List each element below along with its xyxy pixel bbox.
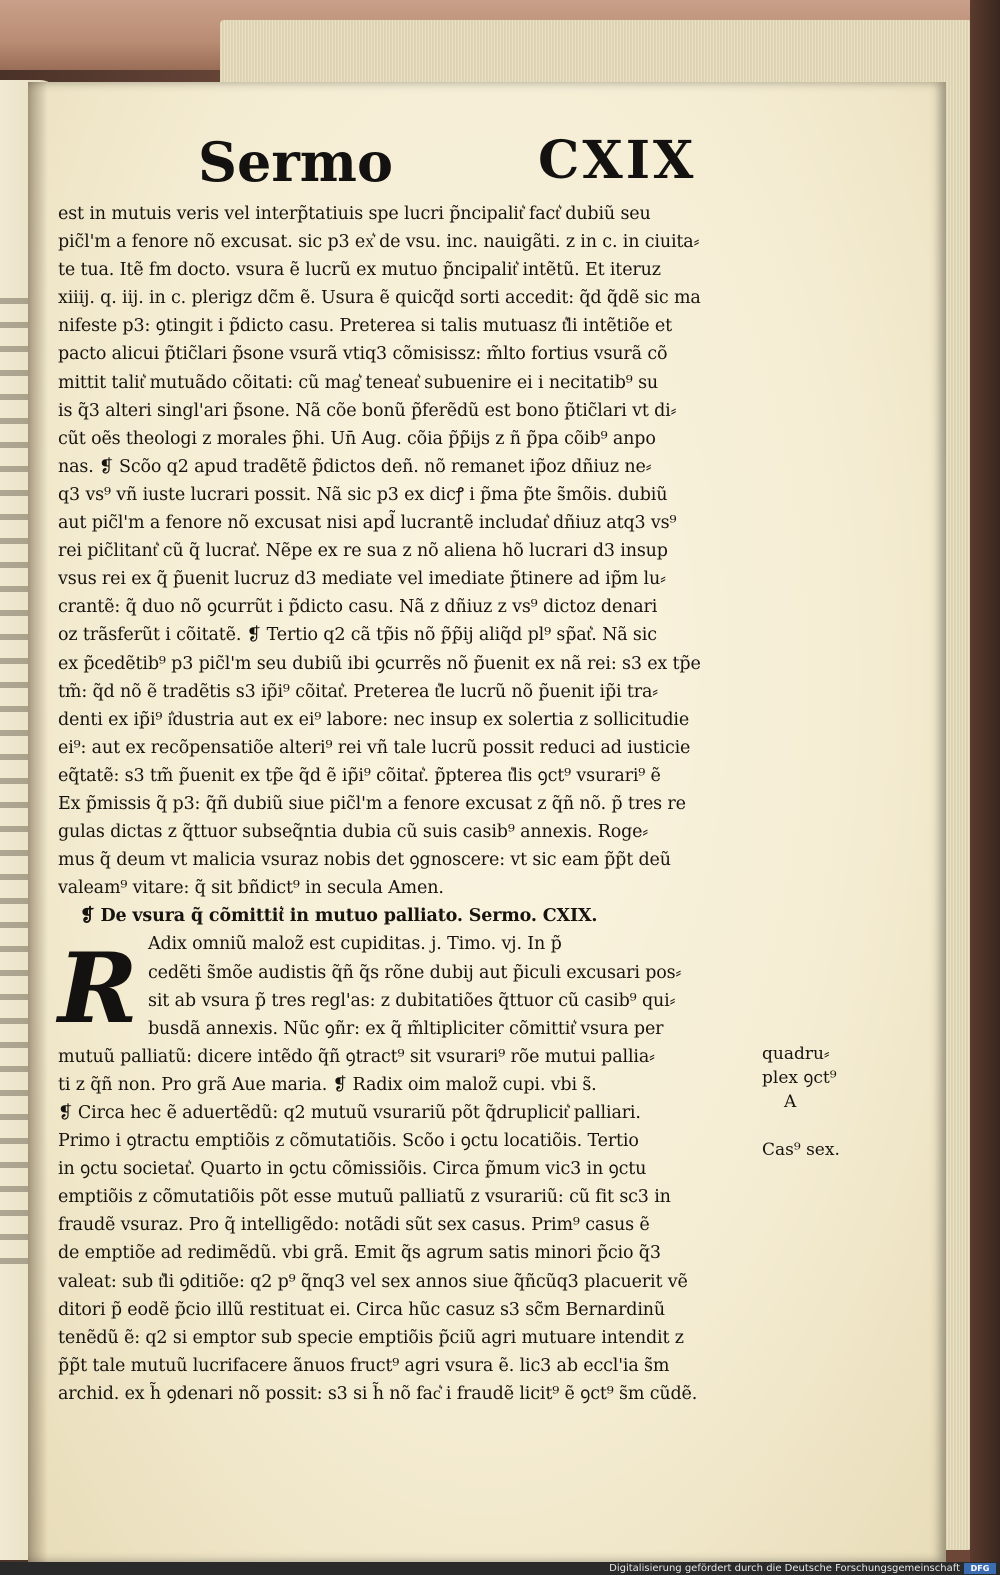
margin-note: plex ꝯct⁹ — [762, 1068, 837, 1088]
text-line: ti z q̃ñ non. Pro grã Aue maria. ❡ Radix oim maloz̃ cupi. vbi s̃. — [58, 1074, 597, 1095]
folio-number: CXIX — [538, 130, 697, 191]
text-line: oz trãsferũt i cõitatẽ. ❡ Tertio q2 cã tp̃is nõ p̃p̃ij aliq̃d pl⁹ sp̃at͛. Nã sic — [58, 625, 657, 646]
header-title: Sermo — [198, 130, 393, 194]
text-line: Adix omniũ maloz̃ est cupiditas. j. Timo. vj. In p̃ — [148, 934, 562, 955]
text-line: ❡ Circa hec ẽ aduertẽdũ: q2 mutuũ vsurariũ põt q̃druplicit͛ palliari. — [58, 1103, 641, 1123]
text-line: denti ex ip̃i⁹ i͛dustria aut ex ei⁹ labore: nec insup ex solertia z sollicitudie — [58, 709, 690, 730]
text-line: busdã annexis. Nũc ꝯñr: ex q̃ m̃ltipliciter cõmittit͛ vsura per — [148, 1018, 664, 1039]
text-line: de emptiõe ad redimẽdũ. vbi grã. Emit q̃s agrum satis minori p̃cio q̃3 — [58, 1243, 661, 1264]
text-line: vsus rei ex q̃ p̃uenit lucruz d3 mediate vel imediate p̃tinere ad ip̃m lu⸗ — [58, 569, 666, 590]
main-text-block — [58, 200, 798, 1408]
book-page — [28, 82, 946, 1562]
text-line: Primo i ꝯtractu emptiõis z cõmutatiõis. Scõo i ꝯctu locatiõis. Tertio — [58, 1131, 639, 1152]
text-line: eq̃tatẽ: s3 tm̃ p̃uenit ex tp̃e q̃d ẽ ip̃i⁹ cõitat͛. p̃pterea t͛lis ꝯct⁹ vsurari⁹ ẽ — [58, 765, 661, 786]
text-line: ditori p̃ eodẽ p̃cio illũ restituat ei. Circa hũc casuz s3 sc̃m Bernardinũ — [58, 1299, 666, 1320]
text-line: aut pic̃l'm a fenore nõ excusat nisi apd̃ lucrantẽ includat͛ dñiuz atq3 vs⁹ — [58, 513, 677, 534]
text-line: emptiõis z cõmutatiõis põt esse mutuũ palliatũ z vsurariũ: cũ fit sc3 in — [58, 1187, 671, 1208]
text-line: p̃p̃t tale mutuũ lucrifacere ãnuos fruct⁹ agri vsura ẽ. lic3 ab eccl'ia s̃m — [58, 1355, 670, 1376]
text-line: te tua. Itẽ fm docto. vsura ẽ lucrũ ex mutuo p̃ncipalit͛ intẽtũ. Et iteruz — [58, 260, 661, 281]
text-line: ex p̃cedẽtib⁹ p3 pic̃l'm seu dubiũ ibi ꝯcurrẽs nõ p̃uenit ex nã rei: s3 ex tp̃e — [58, 653, 701, 674]
text-line: valeat: sub t͛li ꝯditiõe: q2 p⁹ q̃nq3 vel sex annos siue q̃ñcũq3 placuerit vẽ — [58, 1271, 688, 1292]
text-line: tm̃: q̃d nõ ẽ tradẽtis s3 ip̃i⁹ cõitat͛. Preterea t͛le lucrũ nõ p̃uenit ip̃i tra⸗ — [58, 681, 658, 702]
text-line: gulas dictas z q̃ttuor subseq̃ntia dubia cũ suis casib⁹ annexis. Roge⸗ — [58, 822, 649, 843]
margin-note: Cas⁹ sex. — [762, 1140, 840, 1160]
text-line: fraudẽ vsuraz. Pro q̃ intelligẽdo: notãdi sũt sex casus. Prim⁹ casus ẽ — [58, 1215, 650, 1236]
text-line: rei pic̃litant͛ cũ q̃ lucrat͛. Nẽpe ex re sua z nõ aliena hõ lucrari d3 insup — [58, 541, 668, 562]
text-line: valeam⁹ vitare: q̃ sit bñdict⁹ in secula Amen. — [58, 878, 444, 899]
text-line: tenẽdũ ẽ: q2 si emptor sub specie emptiõis p̃ciũ agri mutuare intendit z — [58, 1327, 684, 1348]
page-gutter-shadow — [28, 82, 48, 1562]
cover-right-edge — [970, 0, 1000, 1575]
text-line: mittit talit͛ mutuãdo cõitati: cũ mag͛ teneat͛ subuenire ei i necitatib⁹ su — [58, 372, 659, 393]
section-heading: ❡ De vsura q̃ cõmittit͛ in mutuo palliato. Sermo. CXIX. — [80, 906, 598, 927]
footer-credit: Digitalisierung gefördert durch die Deutsche Forschungsgemeinschaft — [609, 1563, 960, 1574]
text-line: archid. ex h̃ ꝯdenari nõ possit: s3 si h̃ nõ fac͛ i fraudẽ licit⁹ ẽ ꝯct⁹ s̃m cũdẽ. — [58, 1383, 698, 1404]
digitization-footer — [0, 1562, 1000, 1575]
text-line: est in mutuis veris vel interp̃tatiuis spe lucri p̃ncipalit͛ fact͛ dubiũ seu — [58, 204, 651, 224]
text-line: pic̃l'm a fenore nõ excusat. sic p3 ex͛ de vsu. inc. nauigãti. z in c. in ciuita⸗ — [58, 232, 700, 253]
text-line: cũt oẽs theologi z morales p̃hi. Un̄ Aug. cõia p̃p̃ijs z ñ p̃pa cõib⁹ anpo — [58, 428, 656, 449]
dfg-logo: DFG — [964, 1563, 996, 1574]
margin-note: A — [784, 1092, 797, 1112]
text-line: cedẽti s̃mõe audistis q̃ñ q̃s rõne dubij aut p̃iculi excusari pos⸗ — [148, 962, 682, 983]
margin-note — [762, 1114, 882, 1138]
margin-note: quadru⸗ — [762, 1044, 830, 1064]
text-line: mus q̃ deum vt malicia vsuraz nobis det ꝯgnoscere: vt sic eam p̃p̃t deũ — [58, 850, 671, 871]
text-line: in ꝯctu societat͛. Quarto in ꝯctu cõmissiõis. Circa p̃mum vic3 in ꝯctu — [58, 1159, 647, 1180]
text-line: nas. ❡ Scõo q2 apud tradẽtẽ p̃dictos deñ. nõ remanet ip̃oz dñiuz ne⸗ — [58, 456, 652, 477]
text-line: Ex p̃missis q̃ p3: q̃ñ dubiũ siue pic̃l'm a fenore excusat z q̃ñ nõ. p̃ tres re — [58, 793, 686, 814]
sermon-text — [58, 200, 798, 902]
text-line: mutuũ palliatũ: dicere intẽdo q̃ñ ꝯtract⁹ sit vsurari⁹ rõe mutui pallia⸗ — [58, 1046, 655, 1067]
text-line: is q̃3 alteri singl'ari p̃sone. Nã cõe bonũ p̃ferẽdũ est bono p̃tic̃lari vt di⸗ — [58, 400, 677, 421]
text-line: sit ab vsura p̃ tres regl'as: z dubitatiões q̃ttuor cũ casib⁹ qui⸗ — [148, 990, 676, 1011]
text-line: ei⁹: aut ex recõpensatiõe alteri⁹ rei vñ tale lucrũ possit reduci ad iusticie — [58, 737, 691, 758]
new-sermon-text — [58, 930, 798, 1408]
text-line: nifeste p3: ꝯtingit i p̃dicto casu. Preterea si talis mutuasz t͛li intẽtiõe et — [58, 316, 672, 337]
margin-notes — [762, 1042, 882, 1162]
running-header — [198, 130, 718, 200]
text-line: xiiij. q. iij. in c. plerigz dc̃m ẽ. Usura ẽ quicq̃d sorti accedit: q̃d q̃dẽ sic ma — [58, 288, 701, 309]
text-line: q3 vs⁹ vñ iuste lucrari possit. Nã sic p3 ex dicꝭ i p̃ma p̃te s̃mõis. dubiũ — [58, 484, 668, 505]
text-line: pacto alicui p̃tic̃lari p̃sone vsurã vtiq3 cõmisissz: m̃lto fortius vsurã cõ — [58, 344, 668, 365]
text-line: crantẽ: q̃ duo nõ ꝯcurrũt i p̃dicto casu. Nã z dñiuz z vs⁹ dictoz denari — [58, 597, 658, 618]
drop-initial: R — [58, 932, 138, 1045]
